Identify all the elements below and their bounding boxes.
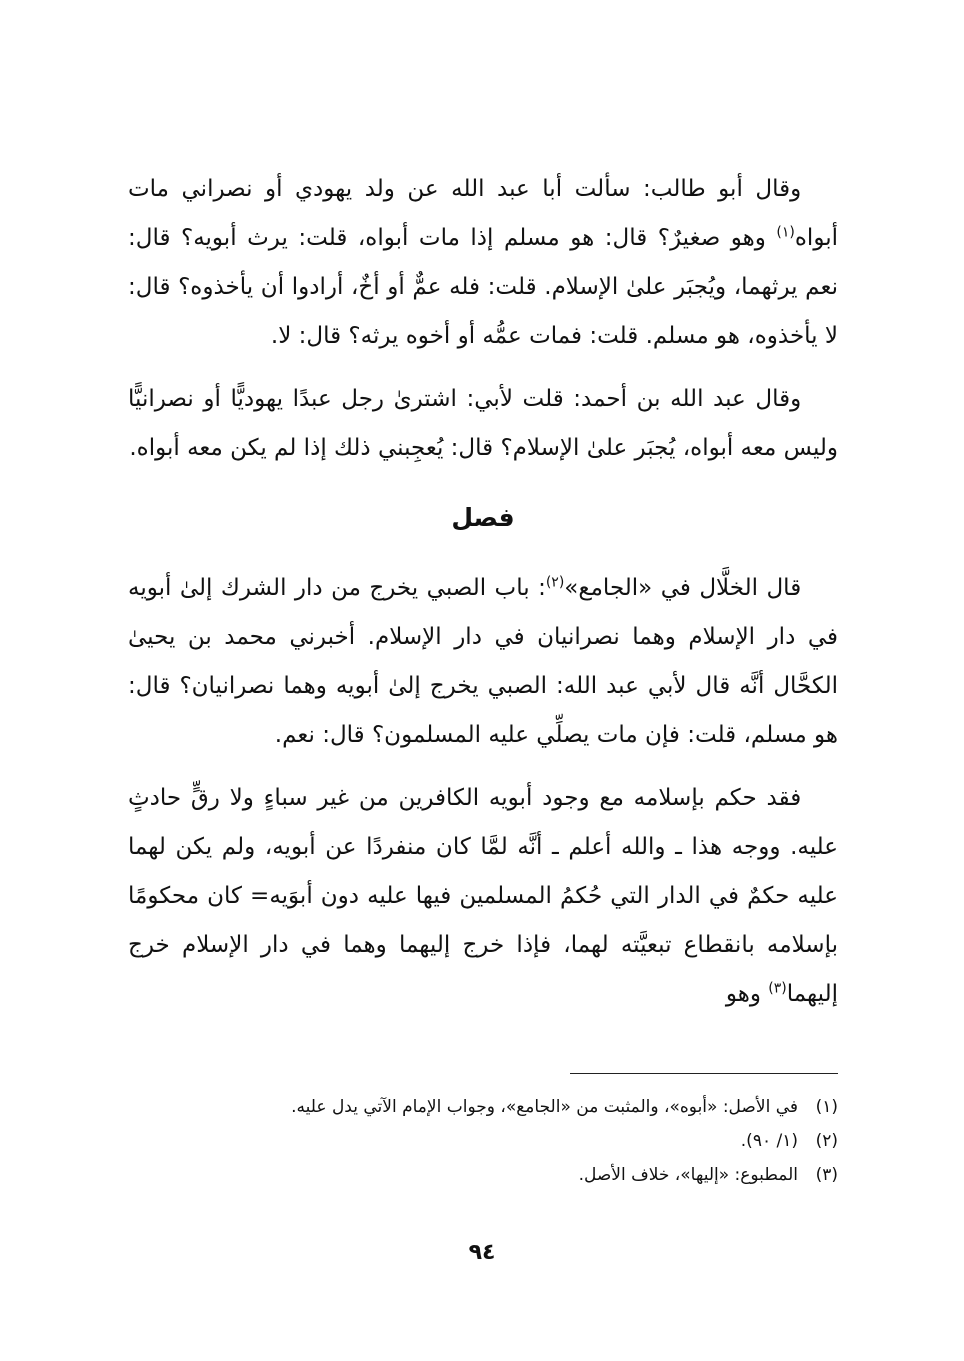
footnote-2 — [128, 1124, 838, 1158]
footnote-ref-2[interactable]: (٢) — [545, 574, 565, 591]
footnote-text: المطبوع: «إليها»، خلاف الأصل. — [578, 1165, 798, 1185]
footnote-ref-3[interactable]: (٣) — [768, 980, 787, 997]
paragraph-text: وقال أبو طالب: سألت أبا عبد الله عن ولد يهودي أو نصراني مات أبواه — [128, 176, 838, 251]
footnote-text: (١/ ٩٠). — [740, 1131, 798, 1151]
footnote-number: (٣) — [815, 1165, 838, 1185]
footnote-number: (٢) — [815, 1131, 838, 1151]
paragraph-text: وهو — [725, 981, 769, 1007]
footnote-3 — [128, 1158, 838, 1192]
paragraph-text: قال الخلَّال في «الجامع» — [564, 575, 802, 601]
paragraph-abdullah — [128, 375, 838, 473]
paragraph-text: وقال عبد الله بن أحمد: قلت لأبي: اشترىٰ رجل عبدًا يهوديًّا أو نصرانيًّا وليس معه أبواه، يُجبَر علىٰ الإسلام؟ قال: يُعجِبني ذلك إذا لم يكن معه أبواه. — [128, 386, 838, 461]
paragraph-text: وهو صغيرٌ؟ قال: هو مسلم إذا مات أبواه، قلت: يرث أبويه؟ قال: نعم يرثهما، ويُجبَر علىٰ الإسلام. قلت: فله عمٌّ أو أخٌ، أرادوا أن يأخذوه؟ قال: لا يأخذوه، هو مسلم. قلت: فمات عمُّه أو أخوه يرثه؟ قال: لا. — [128, 225, 838, 349]
page-number: ٩٤ — [468, 1240, 496, 1265]
paragraph-text: فقد حكم بإسلامه مع وجود أبويه الكافرين من غير سباءٍ ولا رقٍّ حادثٍ عليه. ووجه هذا ـ والله أعلم ـ أنَّه لمَّا كان منفردًا عن أبويه، ولم يكن لهما عليه حكمٌ في الدار التي حُكمُ المسلمين فيها عليه دون أبوَيه= كان محكومًا بإسلامه بانقطاع تبعيَّته لهما، فإذا خرج إليهما وهما في دار الإسلام خرج إليهما — [128, 785, 838, 1007]
paragraph-abu-talib — [128, 165, 838, 361]
page-body — [128, 165, 838, 1033]
paragraph-text: : باب الصبي يخرج من دار الشرك إلىٰ أبويه في دار الإسلام وهما نصرانيان في دار الإسلام. أخبرني محمد بن يحيىٰ الكحَّال أنَّه قال لأبي عبد الله: الصبي يخرج إلىٰ أبويه وهما نصرانيان؟ قال: هو مسلم، قلت: فإن مات يصلِّي عليه المسلمون؟ قال: نعم. — [128, 575, 838, 748]
footnote-text: في الأصل: «أبوه»، والمثبت من «الجامع»، وجواب الإمام الآتي يدل عليه. — [291, 1097, 798, 1117]
footnote-1 — [128, 1090, 838, 1124]
paragraph-khallal — [128, 564, 838, 760]
section-heading: فصل — [451, 503, 515, 532]
footnotes — [128, 1090, 838, 1192]
paragraph-ruling — [128, 774, 838, 1019]
footnote-ref-1[interactable]: (١) — [776, 224, 795, 241]
footnote-divider — [570, 1073, 838, 1074]
footnote-number: (١) — [815, 1097, 838, 1117]
